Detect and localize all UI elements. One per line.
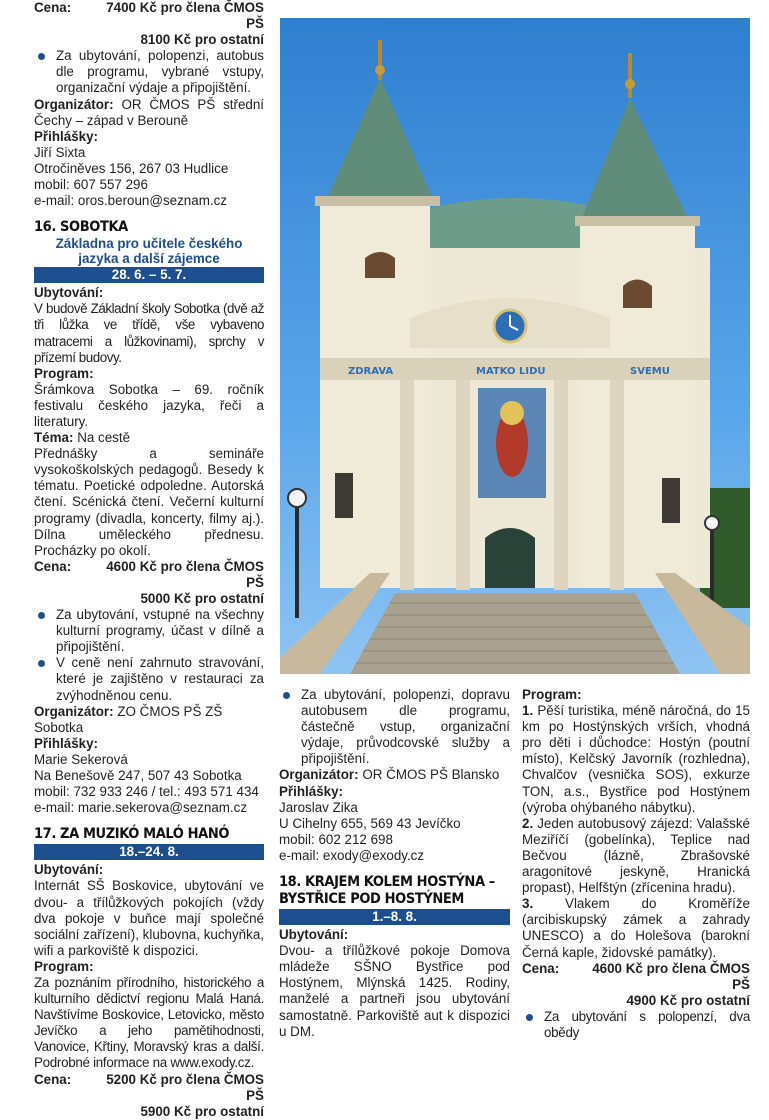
- section-title-muziko: 17. ZA MUZIKÓ MALÓ HANÓ: [34, 826, 230, 843]
- accommodation-text: V budově Základní školy Sobotka (dvě až tři lůžka ve třídě, vše vybaveno matracemi a lůžkovinami), sprchy v přízemí budovy.: [34, 301, 264, 365]
- price-member: 4600 Kč pro člena ČMOS PŠ: [106, 558, 264, 590]
- price-other: 5900 Kč pro ostatní: [140, 1103, 264, 1119]
- lamp: [288, 489, 306, 507]
- accommodation-text: Internát SŠ Boskovice, ubytování ve dvou- a třílůžkových pokojích (vždy dva pokoje v buňce mají společné sociální zařízení), klubovna, kuchyňka, wifi a parkoviště k dispozici.: [34, 878, 264, 958]
- contact-phone: mobil: 732 933 246 / tel.: 493 571 434: [34, 784, 259, 800]
- contact-name: Jiří Sixta: [34, 144, 86, 160]
- contact-name: Jaroslav Zika: [279, 799, 358, 815]
- contact-address: Na Benešově 247, 507 43 Sobotka: [34, 768, 242, 784]
- contact-phone: mobil: 607 557 296: [34, 177, 148, 193]
- contact-email: e-mail: oros.beroun@seznam.cz: [34, 193, 227, 209]
- list-item: Za ubytování s polopenzí, dva obědy: [522, 1009, 750, 1041]
- price-label: Cena:: [522, 960, 560, 976]
- statue: [335, 473, 353, 518]
- organizer: Organizátor: OR ČMOS PŠ Blansko: [279, 767, 500, 783]
- price-label: Cena:: [34, 0, 72, 15]
- section-title-hostyn: 18. KRAJEM KOLEM HOSTÝNA – BYSTŘICE POD HOSTÝNEM: [279, 874, 495, 908]
- price-row: [522, 961, 750, 993]
- column: [610, 380, 624, 590]
- left-finial-ball: [375, 65, 385, 75]
- right-window: [623, 280, 652, 309]
- left-window: [365, 252, 395, 278]
- bullet-icon: [38, 660, 45, 667]
- organizer: Organizátor: OR ČMOS PŠ střední Čechy – západ v Berouně: [34, 96, 264, 128]
- right-tower-cornice: [575, 216, 700, 226]
- mosaic-halo: [500, 401, 524, 425]
- price-label: Cena:: [34, 558, 72, 574]
- list-item: Za ubytování, vstupné na všechny kulturní programy, účast v dílně a připojištění.: [34, 607, 264, 655]
- church-photo: [280, 18, 750, 674]
- column-right: [522, 687, 750, 1041]
- contact-email: e-mail: marie.sekerova@seznam.cz: [34, 800, 248, 816]
- section-title-sobotka: 16. SOBOTKA: [34, 219, 128, 236]
- bullet-icon: [283, 692, 290, 699]
- right-finial: [628, 53, 632, 98]
- column: [456, 380, 470, 590]
- price-other: 8100 Kč pro ostatní: [140, 32, 264, 48]
- left-tower-cornice: [315, 196, 440, 206]
- lamp-post: [710, 518, 714, 608]
- price-row: [34, 0, 264, 32]
- program-label: Program:: [34, 958, 94, 974]
- bullet-icon: [38, 53, 45, 60]
- program-label: Program:: [34, 365, 94, 381]
- applications-label: Přihlášky:: [34, 128, 99, 144]
- church-door: [485, 528, 535, 588]
- list-item: V ceně není zahrnuto stravování, které je zajištěno v restauraci za zvýhodněnou cenu.: [34, 655, 264, 703]
- price-member: 7400 Kč pro člena ČMOS PŠ: [106, 0, 264, 32]
- program-item: 3. Vlakem do Kroměříže (arcibiskupský zámek a zahrady UNESCO) a do Holešova (barokní Černá kaple, židovské památky).: [522, 896, 750, 960]
- staircase: [350, 593, 680, 674]
- list-item: Za ubytování, polopenzi, autobus dle programu, vybrané vstupy, organizační výdaje a připojištění.: [34, 48, 264, 96]
- price-other: 5000 Kč pro ostatní: [140, 591, 264, 606]
- inscription-center: MATKO LIDU: [476, 366, 546, 377]
- inscription-right: SVEMU: [630, 366, 670, 377]
- program-text: Za poznáním přírodního, historického a kulturního dědictví regionu Malá Haná. Navštívíme Boskovice, Letovicko, město Jevíčko a jeho pamětihodnosti, Vanovice, Křtiny, Moravský kras a další. Podrobné informace na www.exody.cz.: [34, 974, 264, 1071]
- inscription-left: ZDRAVA: [348, 366, 394, 377]
- section-subtitle: Základna pro učitele českého jazyka a další zájemce: [55, 236, 243, 267]
- column: [554, 380, 568, 590]
- contact-email: e-mail: exody@exody.cz: [279, 847, 425, 863]
- applications-label: Přihlášky:: [279, 783, 344, 799]
- contact-address: U Cihelny 655, 569 43 Jevíčko: [279, 815, 461, 831]
- bullet-icon: [526, 1014, 533, 1021]
- contact-phone: mobil: 602 212 698: [279, 831, 393, 847]
- theme: Téma: Na cestě: [34, 430, 131, 446]
- program-text: Šrámkova Sobotka – 69. ročník festivalu českého jazyka, řeči a literatury.: [34, 381, 264, 429]
- price-row: [34, 559, 264, 591]
- price-other: 4900 Kč pro ostatní: [626, 992, 750, 1008]
- bullet-icon: [38, 612, 45, 619]
- contact-address: Otročiněves 156, 267 03 Hudlice: [34, 160, 229, 176]
- accommodation-label: Ubytování:: [34, 285, 104, 301]
- organizer: Organizátor: ZO ČMOS PŠ ZŠ Sobotka: [34, 703, 223, 735]
- price-member: 4600 Kč pro člena ČMOS PŠ: [592, 960, 750, 992]
- program-label: Program:: [522, 687, 582, 702]
- right-finial-ball: [625, 79, 635, 89]
- column-middle: [279, 687, 510, 1040]
- date-bar: 18.–24. 8.: [34, 844, 264, 860]
- lamp: [705, 516, 719, 530]
- accommodation-label: Ubytování:: [34, 862, 104, 878]
- statue: [662, 478, 680, 523]
- price-label: Cena:: [34, 1071, 72, 1087]
- program-item: 1. Pěší turistika, méně náročná, do 15 km po Hostýnských vrších, vhodná pro děti i důchodce: Hostýn (poutní místo), Kelčský Javorník (rozhledna), Chvalčov (vesnička SOS), exkurze TON, a.s., Bystřice pod Hostýnem (výroba ohýbaného nábytku).: [522, 703, 750, 815]
- column: [400, 380, 414, 590]
- column-left: [34, 0, 264, 1120]
- list-item: Za ubytování, polopenzi, dopravu autobusem dle programu, částečně vstup, organizační výdaje, průvodcovské služby a připojištění.: [279, 687, 510, 767]
- accommodation-label: Ubytování:: [279, 927, 349, 943]
- right-tower: [580, 218, 695, 588]
- date-bar: 28. 6. – 5. 7.: [34, 267, 264, 283]
- price-row: [34, 1072, 264, 1104]
- accommodation-text: Dvou- a třílůžkové pokoje Domova mládeže SŠNO Bystřice pod Hostýnem, Mlýnská 1425. Rodiny, manželé a partneři jsou ubytování samostatně. Parkoviště aut k dispozici u DM.: [279, 943, 510, 1039]
- applications-label: Přihlášky:: [34, 735, 99, 751]
- theme-text: Přednášky a semináře vysokoškolských pedagogů. Besedy k tématu. Poetické odpoledne. Autorská čtení. Scénická čtení. Večerní kulturní programy (divadla, koncerty, filmy aj.). Dílna uměleckého přednesu. Procházky po okolí.: [34, 446, 264, 558]
- date-bar: 1.–8. 8.: [279, 909, 510, 925]
- contact-name: Marie Sekerová: [34, 751, 128, 767]
- price-member: 5200 Kč pro člena ČMOS PŠ: [106, 1071, 264, 1103]
- program-item: 2. Jeden autobusový zájezd: Valašské Meziříčí (gobelínka), Teplice nad Bečvou (lázně, Zbrašovské aragonitové jeskyně, Hranická propast), Helfštýn (zřícenina hradu).: [522, 815, 750, 896]
